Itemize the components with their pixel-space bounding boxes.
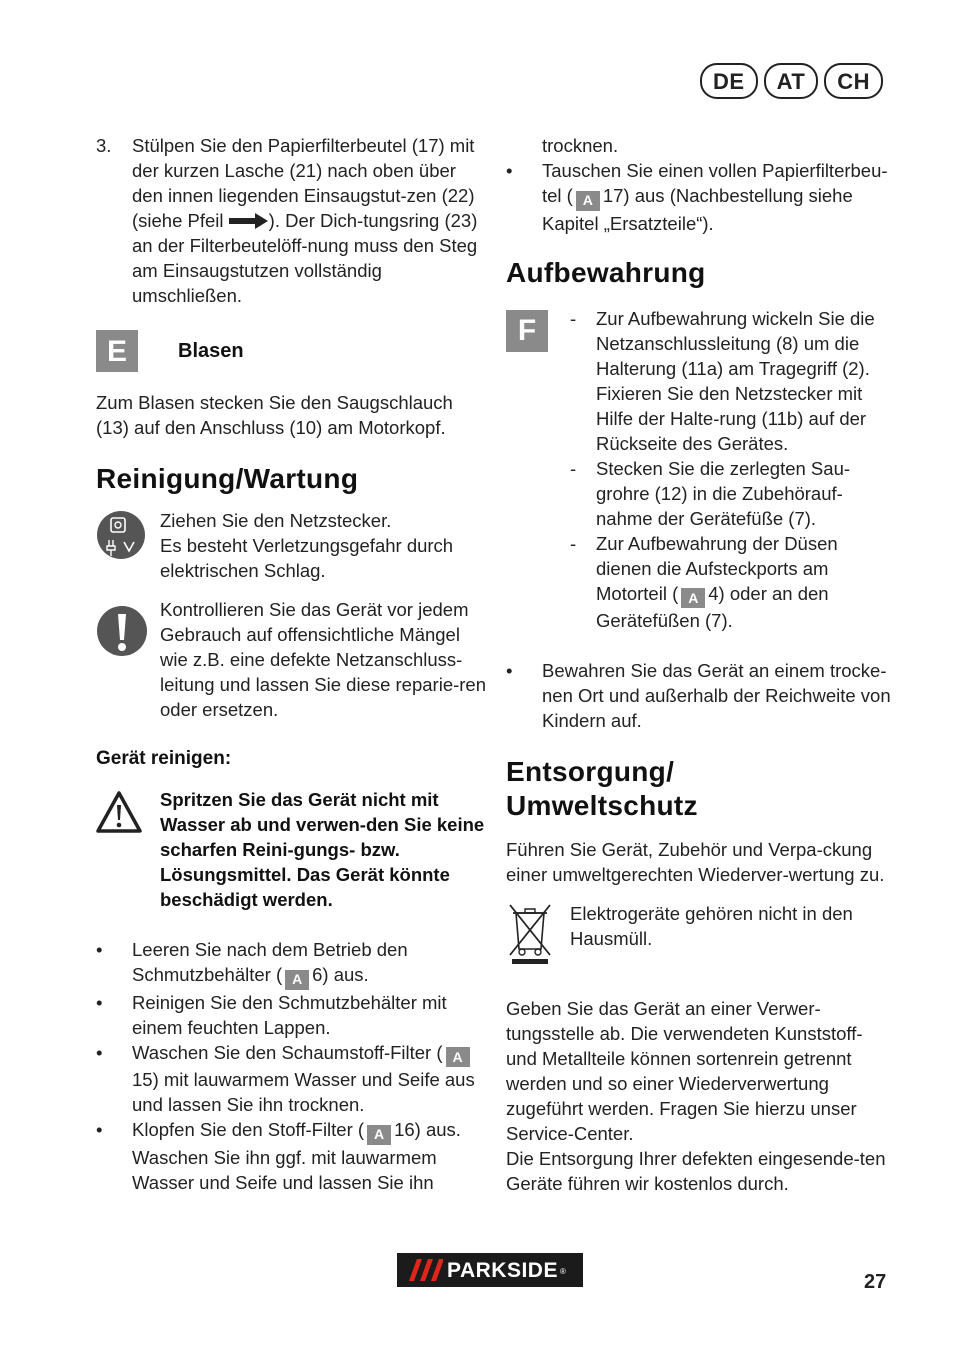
step-3 xyxy=(96,133,486,308)
bullet-mark: • xyxy=(96,1041,103,1063)
bullet-text: Leeren Sie nach dem Betrieb den Schmutzbehälter ( xyxy=(132,939,408,985)
list-item xyxy=(506,158,896,236)
warning-notice xyxy=(96,787,486,912)
list-item xyxy=(96,1117,486,1195)
list-item xyxy=(570,306,896,456)
section-title-blasen: Blasen xyxy=(178,339,244,362)
unplug-icon xyxy=(96,508,146,562)
left-column xyxy=(96,133,486,1195)
step-3-text-part2: ). Der Dich-tungsring (23) an der Filterbeutelöff-nung muss den Steg am Einsaugstutzen vollständig umschließen. xyxy=(132,210,478,306)
step-3-text xyxy=(132,133,486,308)
figure-ref-badge: A xyxy=(681,588,705,608)
logo-registered: ® xyxy=(559,1267,566,1276)
page-number: 27 xyxy=(864,1271,887,1293)
cleaning-bullets xyxy=(96,937,486,1195)
aufbewahrung-section xyxy=(506,306,896,634)
bullet-mark: • xyxy=(96,1119,103,1140)
list-item xyxy=(570,531,896,634)
caution-notice xyxy=(96,597,486,722)
weee-text: Elektrogeräte gehören nicht in den Hausmüll. xyxy=(570,903,853,949)
country-badges xyxy=(700,63,883,99)
step-number: 3. xyxy=(96,135,112,156)
list-item xyxy=(570,456,896,531)
dash-text: Zur Aufbewahrung der Düsen dienen die Aufsteckports am Motorteil ( xyxy=(596,532,838,604)
section-letter-f: F xyxy=(506,310,548,352)
bullet-mark: • xyxy=(96,939,103,960)
unplug-notice xyxy=(96,508,486,583)
heading-reinigung: Reinigung/Wartung xyxy=(96,463,359,494)
section-letter-e: E xyxy=(96,330,138,372)
bullet-text: Klopfen Sie den Stoff-Filter ( xyxy=(132,1119,365,1140)
caution-text: Kontrollieren Sie das Gerät vor jedem Gebrauch auf offensichtliche Mängel wie z.B. eine defekte Netzanschluss-leitung und lassen Sie diese reparie-ren oder ersetzen. xyxy=(160,599,487,720)
figure-ref-badge: A xyxy=(367,1125,391,1145)
bullet-text: Tauschen Sie einen vollen Papierfilterbeu-tel ( xyxy=(542,160,888,206)
warning-text: Spritzen Sie das Gerät nicht mit Wasser ab und verwen-den Sie keine scharfen Reini-gungs- bzw. Lösungsmittel. Das Gerät könnte beschädigt werden. xyxy=(160,789,485,910)
entsorgung-para-2: Die Entsorgung Ihrer defekten eingesende-ten Geräte führen wir kostenlos durch. xyxy=(506,1148,886,1194)
logo-text: PARKSIDE xyxy=(447,1258,558,1282)
subheading-geraet-reinigen: Gerät reinigen: xyxy=(96,748,232,769)
country-badge-at: AT xyxy=(764,63,819,99)
weee-notice xyxy=(506,901,896,971)
entsorgung-para-1: Geben Sie das Gerät an einer Verwer-tungsstelle ab. Die verwendeten Kunststoff- und Metallteile können sortenrein getrennt werden und so einer Wiederverwertung zugeführt werden. Fragen Sie hierzu unser Service-Center. xyxy=(506,998,863,1144)
bullet-mark: • xyxy=(96,991,103,1013)
section-e-header xyxy=(96,330,486,372)
exclamation-icon xyxy=(96,605,148,657)
unplug-line-2: Es besteht Verletzungsgefahr durch elektrischen Schlag. xyxy=(160,535,454,581)
figure-ref-badge: A xyxy=(576,191,600,211)
parkside-logo xyxy=(397,1253,583,1287)
warning-triangle-icon xyxy=(96,790,142,834)
bullet-text-after: 6) aus. xyxy=(312,964,369,985)
dash-text-after: 4) oder an den Gerätefüßen (7). xyxy=(596,582,829,631)
bullet-text: Waschen Sie den Schaumstoff-Filter ( xyxy=(132,1041,443,1063)
list-item xyxy=(96,990,486,1040)
bullet-mark: • xyxy=(506,160,513,181)
heading-aufbewahrung: Aufbewahrung xyxy=(506,256,706,288)
figure-ref-badge: A xyxy=(285,970,309,990)
dash-mark: - xyxy=(570,532,577,554)
dash-text: Stecken Sie die zerlegten Sau-grohre (12) in die Zubehörauf-nahme der Gerätefüße (7). xyxy=(596,457,851,529)
blasen-body: Zum Blasen stecken Sie den Saugschlauch (13) auf den Anschluss (10) am Motorkopf. xyxy=(96,392,453,438)
unplug-line-1: Ziehen Sie den Netzstecker. xyxy=(160,510,392,531)
country-badge-de: DE xyxy=(700,63,758,99)
bullet-text-after: 16) aus. Waschen Sie ihn ggf. mit lauwarmem Wasser und Seife und lassen Sie ihn xyxy=(132,1119,461,1193)
country-badge-ch: CH xyxy=(824,63,883,99)
crossed-bin-icon xyxy=(506,901,554,965)
list-item xyxy=(96,1040,486,1118)
logo-stripes-icon xyxy=(403,1257,443,1283)
continuation-text: trocknen. xyxy=(542,135,619,156)
heading-entsorgung xyxy=(506,755,896,823)
list-item xyxy=(506,658,896,733)
dash-mark: - xyxy=(570,457,577,479)
step-3-text-part1: Stülpen Sie den Papierfilterbeutel (17) mit der kurzen Lasche (21) nach oben über den innen liegenden Einsaugstut-zen (22) (siehe Pfeil xyxy=(132,135,475,231)
bullet-mark: • xyxy=(506,660,513,681)
figure-ref-badge: A xyxy=(446,1047,470,1067)
bullet-text: Reinigen Sie den Schmutzbehälter mit einem feuchten Lappen. xyxy=(132,991,447,1038)
heading-entsorgung-line2: Umweltschutz xyxy=(506,790,698,821)
bullet-text: Bewahren Sie das Gerät an einem trocke-nen Ort und außerhalb der Reichweite von Kindern auf. xyxy=(542,660,891,731)
entsorgung-intro: Führen Sie Gerät, Zubehör und Verpa-ckung einer umweltgerechten Wiederver-wertung zu. xyxy=(506,839,885,885)
list-item xyxy=(96,937,486,990)
dash-mark: - xyxy=(570,307,577,329)
right-arrow-icon xyxy=(229,212,269,230)
heading-entsorgung-line1: Entsorgung/ xyxy=(506,756,675,787)
bullet-text-after: 17) aus (Nachbestellung siehe Kapitel „Ersatzteile“). xyxy=(542,185,853,234)
dash-text: Zur Aufbewahrung wickeln Sie die Netzanschlussleitung (8) um die Halterung (11a) am Tragegriff (2). Fixieren Sie den Netzstecker mit Hilfe der Halte-rung (11b) auf der Rückseite des Gerätes. xyxy=(596,307,875,454)
bullet-text-after: 15) mit lauwarmem Wasser und Seife aus und lassen Sie ihn trocknen. xyxy=(132,1069,475,1115)
right-column xyxy=(506,133,896,1196)
